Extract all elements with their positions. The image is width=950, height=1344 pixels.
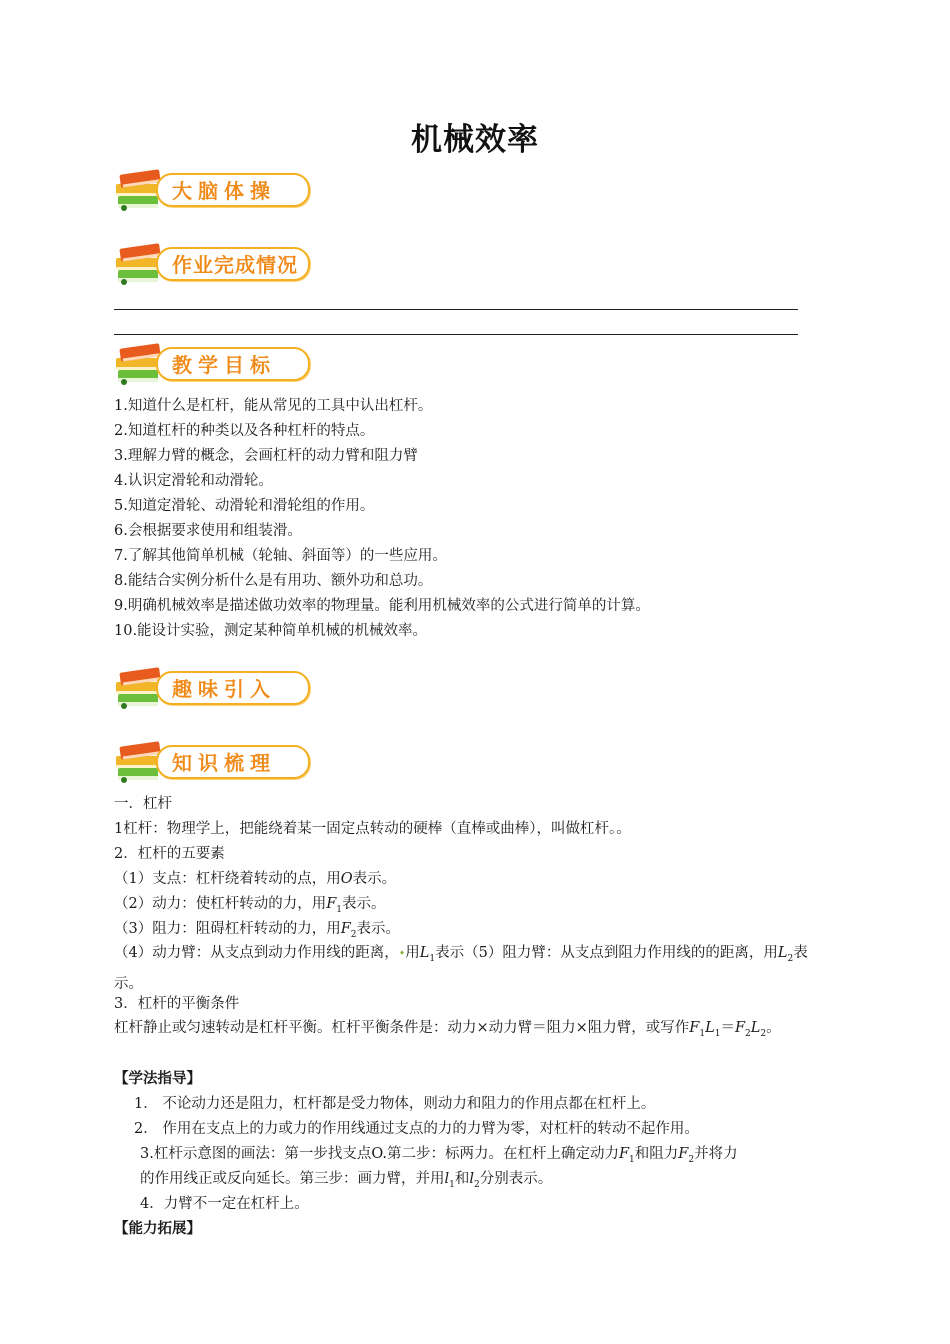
banner-label: 作业完成情况 [172,253,298,277]
section-heading: 2．杠杆的五要素 [114,846,225,862]
banner-label: 知识梳理 [172,751,276,775]
answer-line [114,334,798,335]
element-effort: （2）动力：使杠杆转动的力，用$F_1$表示。 [114,896,386,915]
banner-teaching-goals [114,340,314,388]
balance-condition: 杠杆静止或匀速转动是杠杆平衡。杠杆平衡条件是：动力×动力臂＝阻力×阻力臂，或写作$F_1L_1=F_2L_2$。 [114,1020,781,1039]
goal-item: 6.会根据要求使用和组装滑。 [114,523,302,539]
section-heading: 3．杠杆的平衡条件 [114,996,240,1012]
guide-item: 3.杠杆示意图的画法：第一步找支点O.第二步：标两力。在杠杆上确定动力$F_1$和阻力$F_2$并将力 [140,1146,738,1165]
goal-item: 4.认识定滑轮和动滑轮。 [114,473,273,489]
section-heading: 一．杠杆 [114,796,172,812]
banner-knowledge-review [114,738,314,786]
goal-item: 9.明确机械效率是描述做功效率的物理量。能利用机械效率的公式进行简单的计算。 [114,598,650,614]
element-arms: （4）动力臂：从支点到动力作用线的距离，•用$L_1$表示（5）阻力臂：从支点到阻力作用线的的距离，用$L_2$表示。 [114,945,808,992]
banner-label: 趣味引入 [172,677,276,701]
ability-heading: 【能力拓展】 [114,1220,201,1237]
banner-brain-exercise [114,166,314,214]
banner-label: 教学目标 [172,353,276,377]
answer-line [114,309,798,310]
goal-item: 8.能结合实例分析什么是有用功、额外功和总功。 [114,573,433,589]
banner-homework-status [114,240,314,288]
goal-item: 7.了解其他简单机械（轮轴、斜面等）的一些应用。 [114,548,447,564]
banner-label: 大脑体操 [172,179,276,203]
page-title: 机械效率 [411,122,539,158]
goal-item: 2.知道杠杆的种类以及各种杠杆的特点。 [114,423,375,439]
guide-item: 2． 作用在支点上的力或力的作用线通过支点的力的力臂为零，对杠杆的转动不起作用。 [134,1121,699,1137]
banner-fun-intro [114,664,314,712]
goal-item: 10.能设计实验，测定某种简单机械的机械效率。 [114,623,428,639]
guide-item-cont: 的作用线正或反向延长。第三步：画力臂，并用$l_1$和$l_2$分别表示。 [140,1171,553,1190]
goal-item: 5.知道定滑轮、动滑轮和滑轮组的作用。 [114,498,375,514]
guide-heading: 【学法指导】 [114,1070,201,1087]
guide-item: 1． 不论动力还是阻力，杠杆都是受力物体，则动力和阻力的作用点都在杠杆上。 [134,1096,656,1112]
element-resistance: （3）阻力：阻碍杠杆转动的力，用$F_2$表示。 [114,921,401,940]
lever-definition: 1杠杆：物理学上，把能绕着某一固定点转动的硬棒（直棒或曲棒），叫做杠杆。。 [114,821,631,837]
goal-item: 3.理解力臂的概念，会画杠杆的动力臂和阻力臂 [114,448,418,464]
element-fulcrum: （1）支点：杠杆绕着转动的点，用O表示。 [114,871,397,887]
goal-item: 1.知道什么是杠杆，能从常见的工具中认出杠杆。 [114,398,433,414]
guide-item: 4．力臂不一定在杠杆上。 [140,1196,309,1212]
